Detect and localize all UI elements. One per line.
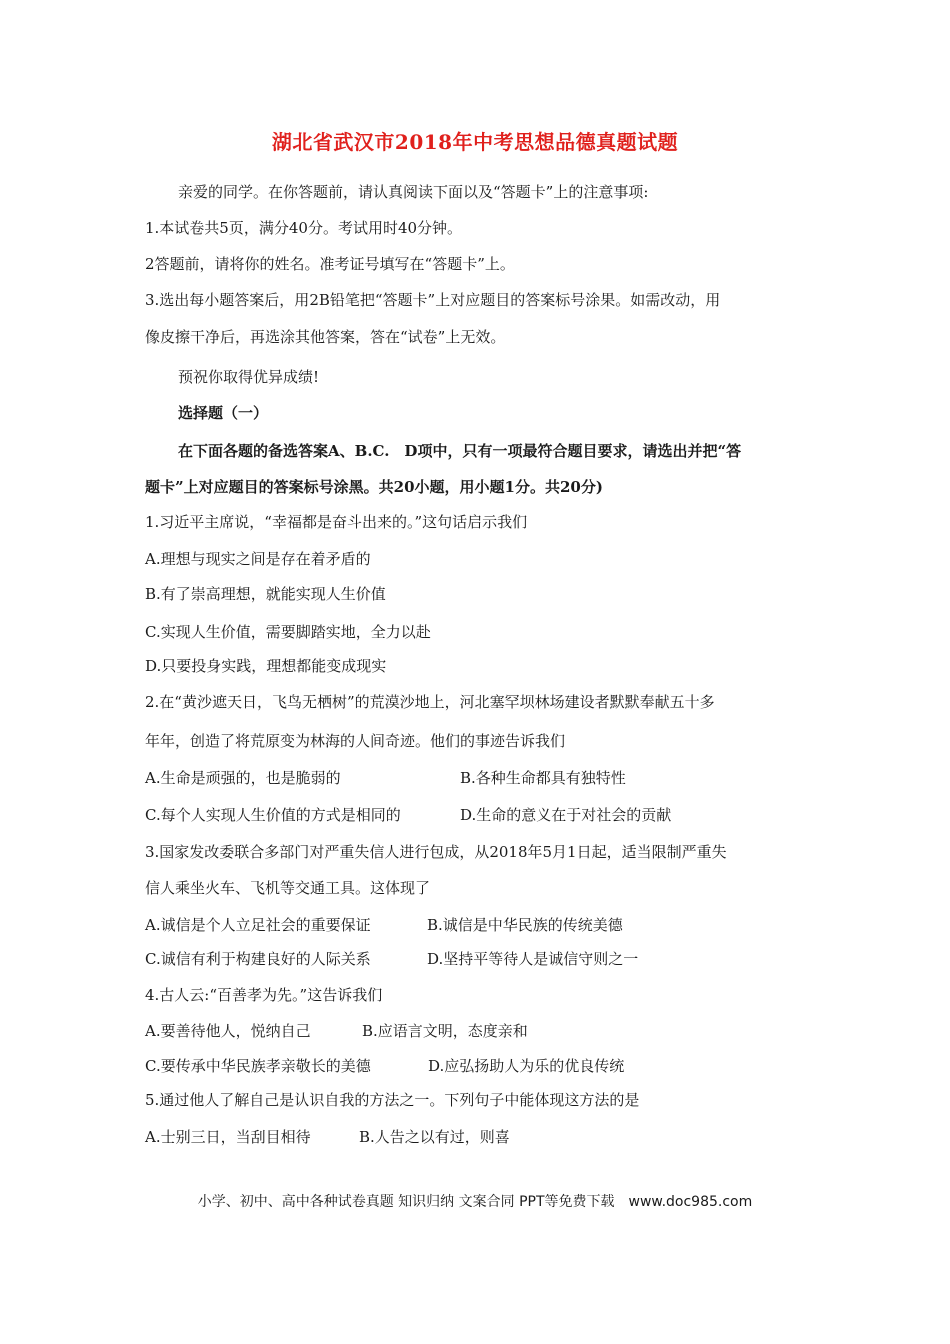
question-3-stem: 3.国家发改委联合多部门对严重失信人进行包成，从2018年5月1日起，适当限制严重失 [145, 843, 727, 861]
question-1-option-d: D.只要投身实践，理想都能变成现实 [145, 657, 387, 675]
question-2-option-c: C.每个人实现人生价值的方式是相同的 [145, 806, 401, 824]
question-2-stem-cont: 年年，创造了将荒原变为林海的人间奇迹。他们的事迹告诉我们 [145, 732, 566, 750]
question-1-option-a: A.理想与现实之间是存在着矛盾的 [145, 550, 371, 568]
question-2-stem: 2.在“黄沙遮天日，飞鸟无栖树”的荒漠沙地上，河北塞罕坝林场建设者默默奉献五十多 [145, 693, 715, 711]
question-2-option-a: A.生命是顽强的，也是脆弱的 [145, 769, 341, 787]
question-4-option-b: B.应语言文明，态度亲和 [362, 1022, 528, 1040]
question-5-option-a: A.士别三日，当刮目相待 [145, 1128, 311, 1146]
question-1-stem: 1.习近平主席说，“幸福都是奋斗出来的。”这句话启示我们 [145, 513, 528, 531]
instruction-item-3-cont: 像皮擦干净后，再选涂其他答案，答在“试卷”上无效。 [145, 328, 506, 346]
instruction-item-1: 1.本试卷共5页，满分40分。考试用时40分钟。 [145, 219, 463, 237]
footer-text: 小学、初中、高中各种试卷真题 知识归纳 文案合同 PPT等免费下载 www.doc985.com [197, 1194, 753, 1210]
question-5-stem: 5.通过他人了解自己是认识自我的方法之一。下列句子中能体现这方法的是 [145, 1091, 640, 1109]
question-4-option-a: A.要善待他人，悦纳自己 [145, 1022, 311, 1040]
question-2-option-b: B.各种生命都具有独特性 [460, 769, 626, 787]
question-3-stem-cont: 信人乘坐火车、飞机等交通工具。这体现了 [145, 879, 431, 897]
question-1-option-c: C.实现人生价值，需要脚踏实地，全力以赴 [145, 623, 431, 641]
question-4-option-c: C.要传承中华民族孝亲敬长的美德 [145, 1057, 371, 1075]
instruction-item-3: 3.选出每小题答案后，用2B铅笔把“答题卡”上对应题目的答案标号涂果。如需改动，用 [145, 291, 721, 309]
question-4-option-d: D.应弘扬助人为乐的优良传统 [428, 1057, 625, 1075]
instruction-item-2: 2答题前，请将你的姓名。准考证号填写在“答题卡”上。 [145, 255, 515, 273]
question-1-option-b: B.有了崇高理想，就能实现人生价值 [145, 585, 386, 603]
page-title: 湖北省武汉市2018年中考思想品德真题试题 [271, 130, 679, 154]
greeting-text: 亲爱的同学。在你答题前，请认真阅读下面以及“答题卡”上的注意事项: [178, 183, 649, 201]
question-5-option-b: B.人告之以有过，则喜 [359, 1128, 510, 1146]
question-3-option-c: C.诚信有利于构建良好的人际关系 [145, 950, 371, 968]
wish-text: 预祝你取得优异成绩! [178, 368, 320, 386]
question-3-option-d: D.坚持平等待人是诚信守则之一 [427, 950, 639, 968]
question-3-option-a: A.诚信是个人立足社会的重要保证 [145, 916, 371, 934]
question-2-option-d: D.生命的意义在于对社会的贡献 [460, 806, 672, 824]
section-desc-cont: 题卡”上对应题目的答案标号涂黑。共20小题，用小题1分。共20分) [145, 478, 603, 496]
section-heading: 选择题（一） [178, 404, 269, 422]
question-4-stem: 4.古人云:“百善孝为先。”这告诉我们 [145, 986, 383, 1004]
section-desc: 在下面各题的备选答案A、B.C. D项中，只有一项最符合题目要求，请选出并把“答 [178, 442, 742, 460]
question-3-option-b: B.诚信是中华民族的传统美德 [427, 916, 623, 934]
